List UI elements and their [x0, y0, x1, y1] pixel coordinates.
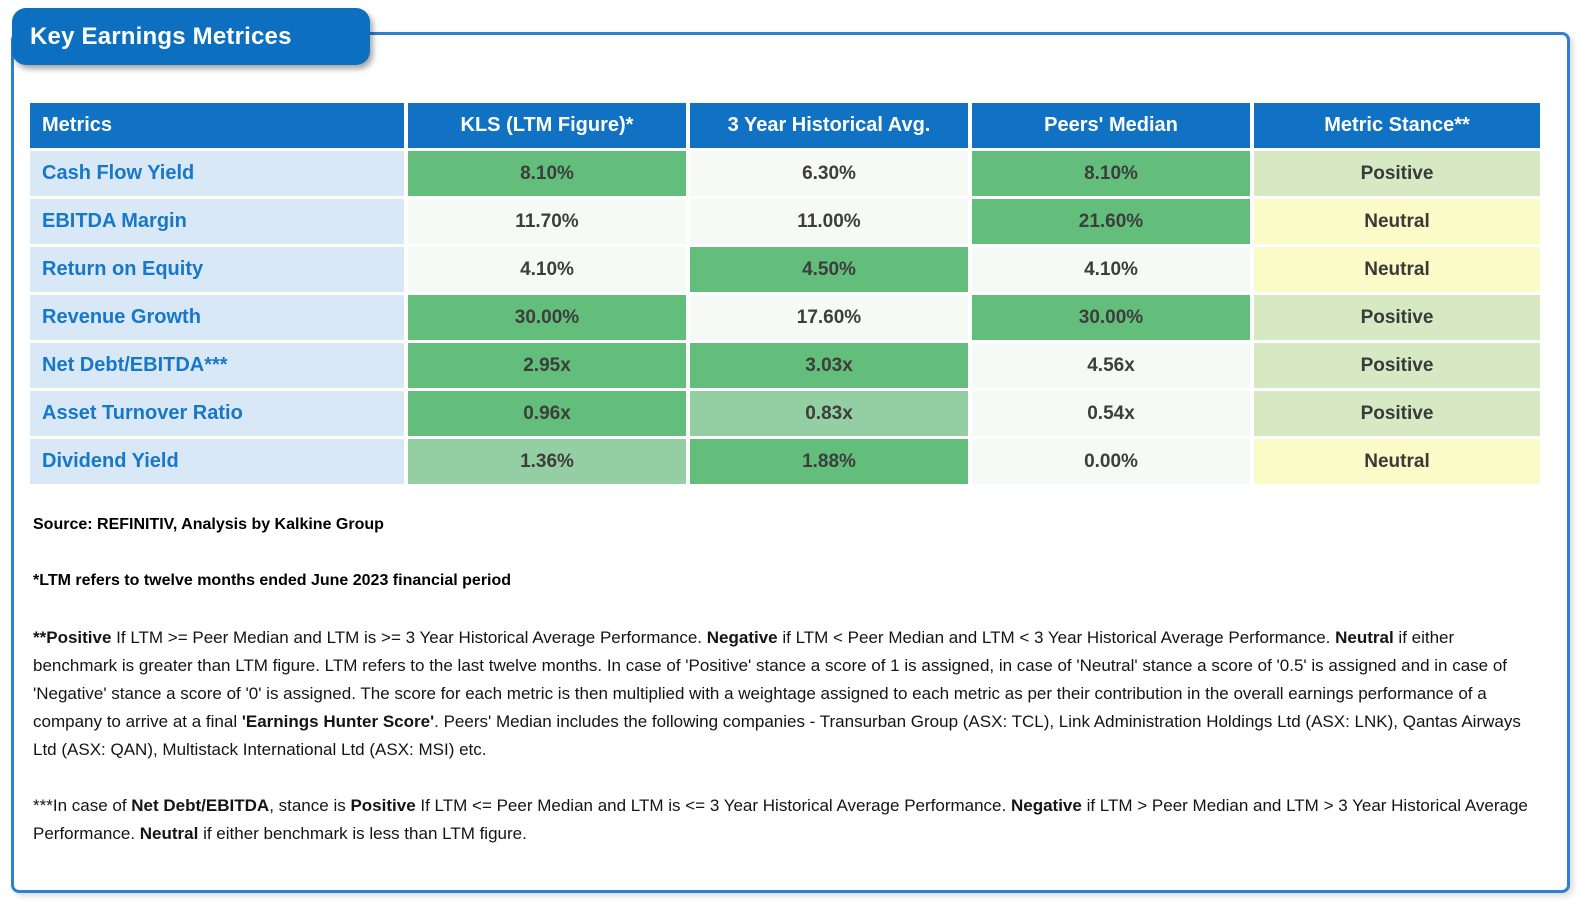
value-cell: 11.00% [690, 199, 968, 244]
value-cell: 0.54x [972, 391, 1250, 436]
stance-cell: Positive [1254, 391, 1540, 436]
metric-name-dividend-yield: Dividend Yield [30, 439, 404, 484]
column-header-kls-ltm: KLS (LTM Figure)* [408, 103, 686, 148]
value-cell: 30.00% [972, 295, 1250, 340]
column-header-metric-stance: Metric Stance** [1254, 103, 1540, 148]
column-header-peers-median: Peers' Median [972, 103, 1250, 148]
metric-name-net-debt-ebitda: Net Debt/EBITDA*** [30, 343, 404, 388]
metric-name-cash-flow-yield: Cash Flow Yield [30, 151, 404, 196]
value-cell: 1.88% [690, 439, 968, 484]
value-cell: 4.10% [408, 247, 686, 292]
key-earnings-table [30, 103, 1540, 484]
metric-name-ebitda-margin: EBITDA Margin [30, 199, 404, 244]
stance-cell: Positive [1254, 151, 1540, 196]
value-cell: 30.00% [408, 295, 686, 340]
metric-name-asset-turnover-ratio: Asset Turnover Ratio [30, 391, 404, 436]
metric-name-return-on-equity: Return on Equity [30, 247, 404, 292]
stance-cell: Neutral [1254, 439, 1540, 484]
value-cell: 4.50% [690, 247, 968, 292]
source-note: Source: REFINITIV, Analysis by Kalkine Group [33, 516, 384, 533]
stance-cell: Positive [1254, 343, 1540, 388]
column-header-metrics: Metrics [30, 103, 404, 148]
net-debt-stance-note: ***In case of Net Debt/EBITDA, stance is Positive If LTM <= Peer Median and LTM is <= 3 Year Historical Average Performance. Negative if LTM > Peer Median and LTM > 3 Year Historical Average Performance. Neutral if either benchmark is less than LTM figure. [33, 796, 1528, 843]
page-title: Key Earnings Metrices [30, 22, 292, 50]
value-cell: 8.10% [972, 151, 1250, 196]
value-cell: 0.96x [408, 391, 686, 436]
stance-cell: Positive [1254, 295, 1540, 340]
stance-cell: Neutral [1254, 199, 1540, 244]
value-cell: 0.83x [690, 391, 968, 436]
value-cell: 17.60% [690, 295, 968, 340]
metric-name-revenue-growth: Revenue Growth [30, 295, 404, 340]
stance-cell: Neutral [1254, 247, 1540, 292]
stance-methodology-note: **Positive If LTM >= Peer Median and LTM is >= 3 Year Historical Average Performance. Negative if LTM < Peer Median and LTM < 3 Year Historical Average Performance. Neutral if either benchmark is greater than LTM figure. LTM refers to the last twelve months. In case of 'Positive' stance a score of 1 is assigned, in case of 'Neutral' stance a score of '0.5' is assigned and in case of 'Negative' stance a score of '0' is assigned. The score for each metric is then multiplied with a weightage assigned to each metric as per their contribution in the overall earnings performance of a company to arrive at a final 'Earnings Hunter Score'. Peers' Median includes the following companies - Transurban Group (ASX: TCL), Link Administration Holdings Ltd (ASX: LNK), Qantas Airways Ltd (ASX: QAN), Multistack International Ltd (ASX: MSI) etc. [33, 628, 1521, 759]
title-badge [12, 8, 370, 65]
value-cell: 1.36% [408, 439, 686, 484]
value-cell: 4.56x [972, 343, 1250, 388]
value-cell: 0.00% [972, 439, 1250, 484]
value-cell: 8.10% [408, 151, 686, 196]
ltm-definition-note: *LTM refers to twelve months ended June 2023 financial period [33, 572, 512, 589]
value-cell: 6.30% [690, 151, 968, 196]
value-cell: 11.70% [408, 199, 686, 244]
column-header-3yr-avg: 3 Year Historical Avg. [690, 103, 968, 148]
value-cell: 2.95x [408, 343, 686, 388]
value-cell: 4.10% [972, 247, 1250, 292]
value-cell: 21.60% [972, 199, 1250, 244]
value-cell: 3.03x [690, 343, 968, 388]
